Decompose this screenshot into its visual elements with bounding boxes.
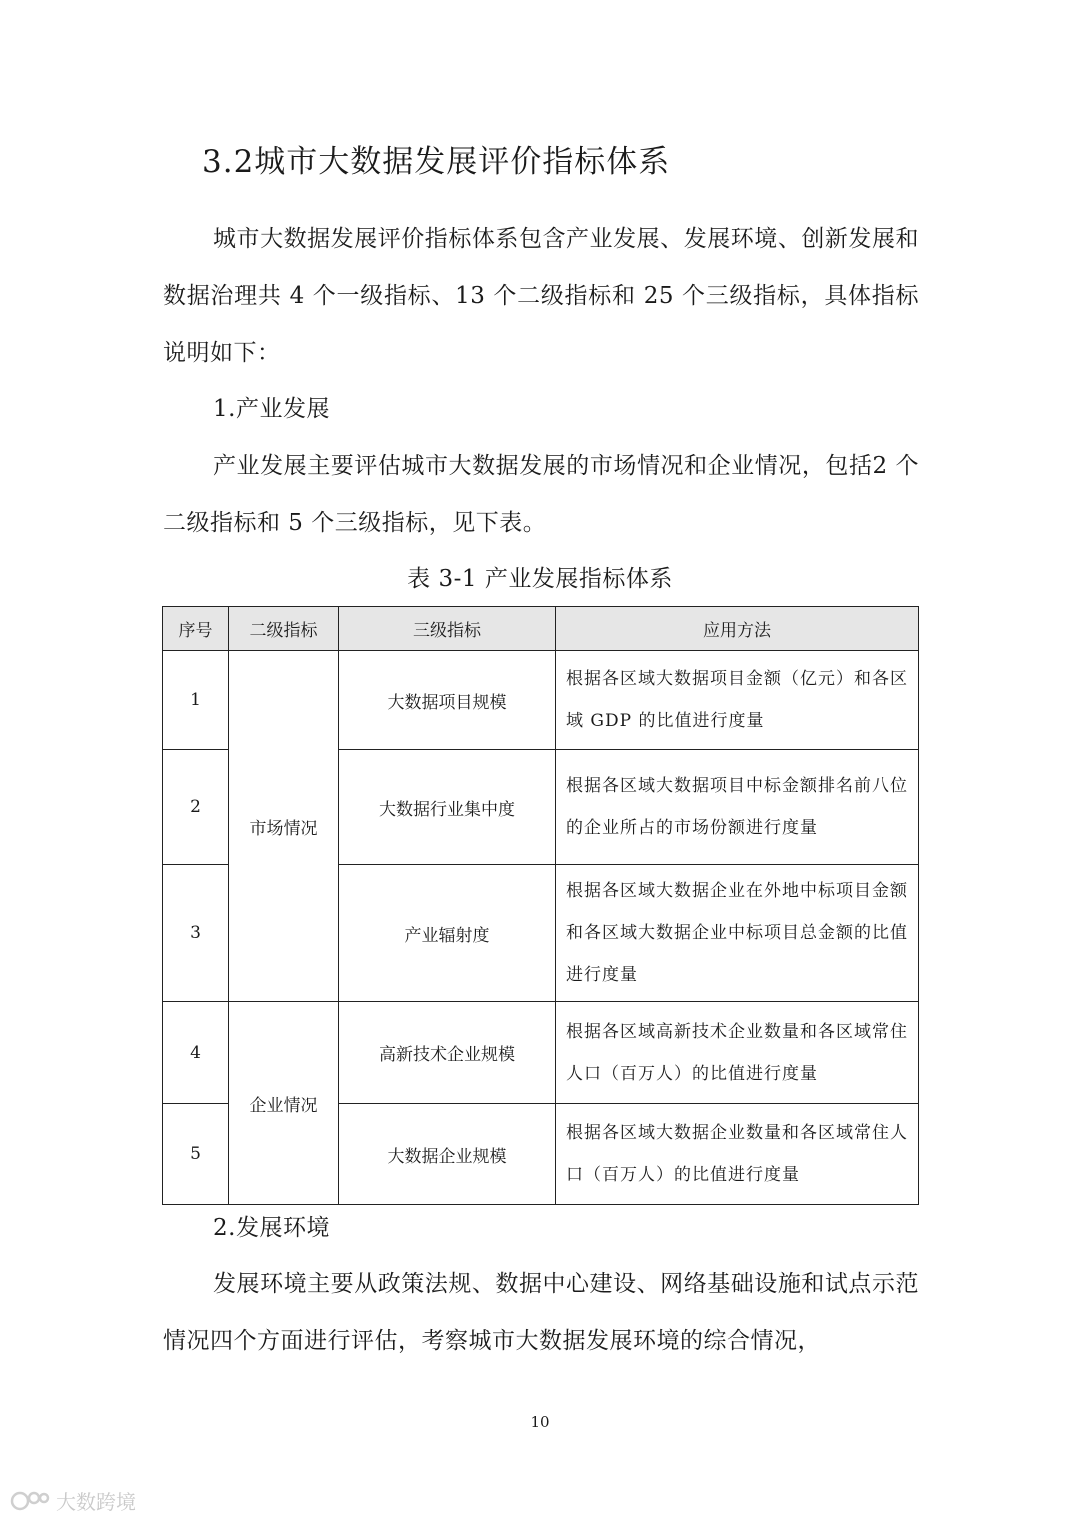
watermark-text: 大数跨境 [56,1490,136,1514]
row-method: 根据各区域大数据企业数量和各区域常住人口（百万人）的比值进行度量 [556,1104,919,1205]
row-method: 根据各区域大数据项目金额（亿元）和各区域 GDP 的比值进行度量 [556,651,919,750]
header-method: 应用方法 [556,607,919,651]
row-no: 2 [163,750,229,865]
watermark-logo-icon [10,1490,50,1512]
table-caption: 表 3-1 产业发展指标体系 [407,566,673,592]
row-method: 根据各区域大数据企业在外地中标项目金额和各区域大数据企业中标项目总金额的比值进行度量 [556,865,919,1002]
table-row [163,1002,919,1104]
group-cell: 企业情况 [229,1002,339,1205]
watermark [10,1486,136,1515]
indicator-table [162,606,919,1205]
row-method: 根据各区域大数据项目中标金额排名前八位的企业所占的市场份额进行度量 [556,750,919,865]
row-no: 5 [163,1104,229,1205]
row-no: 1 [163,651,229,750]
row-no: 4 [163,1002,229,1104]
row-indicator: 大数据企业规模 [339,1104,556,1205]
row-indicator: 大数据行业集中度 [339,750,556,865]
row-indicator: 大数据项目规模 [339,651,556,750]
section2-title: 2.发展环境 [213,1215,330,1241]
table-row [163,651,919,750]
section2-paragraph: 发展环境主要从政策法规、数据中心建设、网络基础设施和试点示范情况四个方面进行评估，考察城市大数据发展环境的综合情况， [163,1271,919,1354]
page-number: 10 [530,1413,550,1431]
intro-paragraph: 城市大数据发展评价指标体系包含产业发展、发展环境、创新发展和数据治理共 4 个一级指标、13 个二级指标和 25 个三级指标，具体指标说明如下： [163,226,919,366]
header-no: 序号 [163,607,229,651]
section-heading: 3.2城市大数据发展评价指标体系 [202,144,671,180]
row-method: 根据各区域高新技术企业数量和各区域常住人口（百万人）的比值进行度量 [556,1002,919,1104]
row-indicator: 高新技术企业规模 [339,1002,556,1104]
row-indicator: 产业辐射度 [339,865,556,1002]
row-no: 3 [163,865,229,1002]
section1-paragraph: 产业发展主要评估城市大数据发展的市场情况和企业情况，包括2 个二级指标和 5 个三级指标，见下表。 [163,453,919,536]
group-cell: 市场情况 [229,651,339,1002]
header-level3: 三级指标 [339,607,556,651]
section1-title: 1.产业发展 [213,396,330,422]
header-level2: 二级指标 [229,607,339,651]
table-header-row [163,607,919,651]
